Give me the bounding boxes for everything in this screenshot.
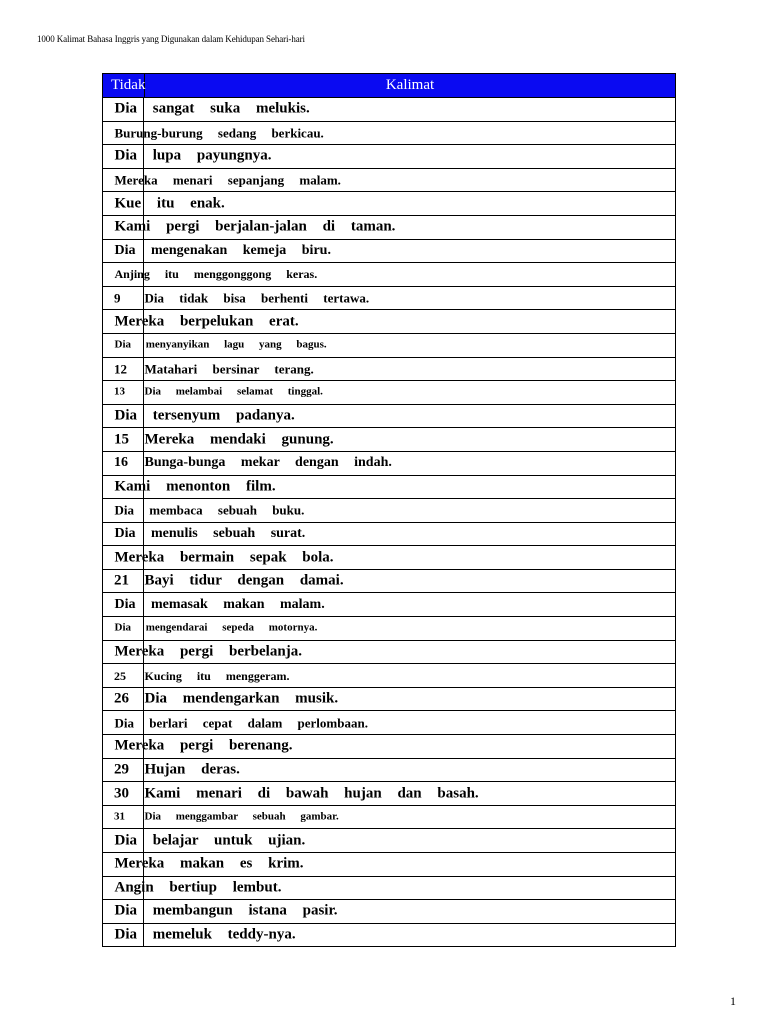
sentence-text: Bunga-bunga mekar dengan indah.: [144, 455, 392, 471]
sentence-cell: [114, 404, 676, 428]
table-row: [103, 451, 676, 475]
row-number-cell: [103, 428, 145, 452]
sentence-cell: [145, 664, 676, 688]
column-header-sentence: Kalimat: [145, 74, 676, 98]
table-row: [103, 687, 676, 711]
sentence-cell: [114, 711, 676, 735]
table-row: [103, 664, 676, 688]
sentence-text: Dia memeluk teddy-nya.: [114, 926, 296, 943]
row-number-cell: [103, 805, 145, 829]
table-row: [103, 593, 676, 617]
sentence-text: Dia berlari cepat dalam perlombaan.: [114, 715, 368, 731]
sentence-cell: [145, 569, 676, 593]
row-number: 26: [114, 690, 129, 707]
table-body: [103, 98, 676, 947]
sentence-cell: [114, 98, 676, 122]
table-row: [103, 428, 676, 452]
row-number: 30: [114, 785, 129, 802]
sentence-text: Kami menari di bawah hujan dan basah.: [144, 785, 479, 802]
sentence-cell: [145, 758, 676, 782]
sentence-text: Kami pergi berjalan-jalan di taman.: [114, 218, 396, 235]
table-row: [103, 98, 676, 122]
sentence-cell: [114, 829, 676, 853]
row-number-cell: [103, 758, 145, 782]
sentence-text: Anjing itu menggonggong keras.: [114, 267, 318, 282]
table-row: [103, 333, 676, 357]
column-header-number: Tidak: [103, 74, 145, 98]
row-number: 21: [114, 572, 129, 589]
sentence-cell: [114, 215, 676, 239]
sentence-text: Dia lupa payungnya.: [114, 147, 272, 164]
table-header-row: [103, 74, 676, 98]
sentence-text: Dia membaca sebuah buku.: [114, 502, 305, 518]
sentence-cell: [114, 475, 676, 499]
sentence-cell: [114, 640, 676, 664]
sentence-text: Mereka pergi berbelanja.: [114, 643, 302, 660]
sentence-cell: [114, 522, 676, 546]
sentence-text: Mereka berpelukan erat.: [114, 313, 299, 330]
sentence-cell: [114, 239, 676, 263]
sentence-cell: [114, 310, 676, 334]
table-row: [103, 121, 676, 145]
table-row: [103, 735, 676, 759]
document-header: 1000 Kalimat Bahasa Inggris yang Digunakan dalam Kehidupan Sehari-hari: [37, 34, 305, 44]
sentence-cell: [114, 900, 676, 924]
sentence-cell: [114, 923, 676, 947]
sentence-text: Mereka pergi berenang.: [114, 737, 293, 754]
table-row: [103, 499, 676, 523]
row-number-cell: [103, 687, 145, 711]
table-row: [103, 145, 676, 169]
table-row: [103, 263, 676, 287]
row-number-cell: [103, 286, 145, 310]
row-number: 29: [114, 761, 129, 778]
table-row: [103, 617, 676, 641]
table-row: [103, 475, 676, 499]
sentence-text: Dia melambai selamat tinggal.: [144, 385, 323, 398]
sentence-text: Dia mengenakan kemeja biru.: [114, 242, 331, 258]
sentence-cell: [114, 263, 676, 287]
sentence-cell: [114, 168, 676, 192]
row-number: 16: [114, 455, 128, 471]
table-row: [103, 782, 676, 806]
sentence-cell: [114, 145, 676, 169]
sentence-text: Kami menonton film.: [114, 478, 276, 495]
sentence-cell: [114, 593, 676, 617]
sentence-text: Matahari bersinar terang.: [144, 361, 314, 377]
row-number-cell: [103, 381, 145, 405]
table-row: [103, 192, 676, 216]
sentence-cell: [114, 121, 676, 145]
table-row: [103, 923, 676, 947]
sentence-text: Dia mengendarai sepeda motornya.: [114, 621, 318, 634]
row-number-cell: [103, 569, 145, 593]
table-row: [103, 168, 676, 192]
sentence-text: Bayi tidur dengan damai.: [144, 572, 344, 589]
sentence-text: Kue itu enak.: [114, 195, 225, 212]
table-row: [103, 829, 676, 853]
sentence-text: Dia menyanyikan lagu yang bagus.: [114, 338, 327, 351]
sentence-cell: [145, 782, 676, 806]
table-row: [103, 215, 676, 239]
sentence-cell: [114, 333, 676, 357]
sentence-cell: [114, 735, 676, 759]
table-row: [103, 805, 676, 829]
sentence-text: Dia menulis sebuah surat.: [114, 525, 306, 541]
table-row: [103, 900, 676, 924]
table-row: [103, 522, 676, 546]
table-row: [103, 239, 676, 263]
sentence-text: Mereka mendaki gunung.: [144, 431, 334, 448]
row-number-cell: [103, 451, 145, 475]
sentence-text: Dia menggambar sebuah gambar.: [144, 810, 339, 823]
sentence-text: Angin bertiup lembut.: [114, 879, 282, 896]
sentence-cell: [114, 617, 676, 641]
row-number-cell: [103, 357, 145, 381]
sentence-cell: [114, 853, 676, 877]
row-number: 31: [114, 810, 125, 823]
row-number: 15: [114, 431, 129, 448]
row-number: 25: [114, 668, 126, 683]
table-row: [103, 640, 676, 664]
sentence-cell: [114, 192, 676, 216]
sentence-cell: [114, 499, 676, 523]
sentence-cell: [145, 805, 676, 829]
sentence-cell: [145, 381, 676, 405]
sentence-cell: [145, 687, 676, 711]
sentence-cell: [114, 876, 676, 900]
sentence-text: Hujan deras.: [144, 761, 240, 778]
row-number-cell: [103, 664, 145, 688]
table-row: [103, 711, 676, 735]
sentence-text: Burung-burung sedang berkicau.: [114, 125, 324, 141]
sentence-cell: [145, 428, 676, 452]
sentence-cell: [114, 546, 676, 570]
table-row: [103, 546, 676, 570]
sentence-cell: [145, 451, 676, 475]
page-number: 1: [730, 994, 736, 1008]
table-row: [103, 357, 676, 381]
table-row: [103, 758, 676, 782]
table-row: [103, 404, 676, 428]
sentence-text: Dia tersenyum padanya.: [114, 407, 295, 424]
table-row: [103, 569, 676, 593]
sentence-text: Mereka bermain sepak bola.: [114, 549, 334, 566]
sentence-cell: [145, 357, 676, 381]
table-row: [103, 286, 676, 310]
table-row: [103, 853, 676, 877]
table-row: [103, 310, 676, 334]
sentence-text: Mereka makan es krim.: [114, 855, 304, 872]
table-row: [103, 876, 676, 900]
row-number: 9: [114, 290, 121, 306]
row-number: 13: [114, 385, 125, 398]
row-number-cell: [103, 782, 145, 806]
sentence-text: Dia tidak bisa berhenti tertawa.: [144, 290, 370, 306]
sentence-text: Dia memasak makan malam.: [114, 596, 325, 612]
sentence-text: Dia mendengarkan musik.: [144, 690, 339, 707]
sentence-table: [102, 73, 676, 947]
row-number: 12: [114, 361, 127, 377]
sentence-text: Dia membangun istana pasir.: [114, 902, 338, 919]
sentence-cell: [145, 286, 676, 310]
sentence-text: Mereka menari sepanjang malam.: [114, 172, 341, 188]
sentence-text: Dia sangat suka melukis.: [114, 100, 310, 117]
sentence-text: Dia belajar untuk ujian.: [114, 832, 306, 849]
sentence-text: Kucing itu menggeram.: [144, 668, 290, 683]
table-row: [103, 381, 676, 405]
